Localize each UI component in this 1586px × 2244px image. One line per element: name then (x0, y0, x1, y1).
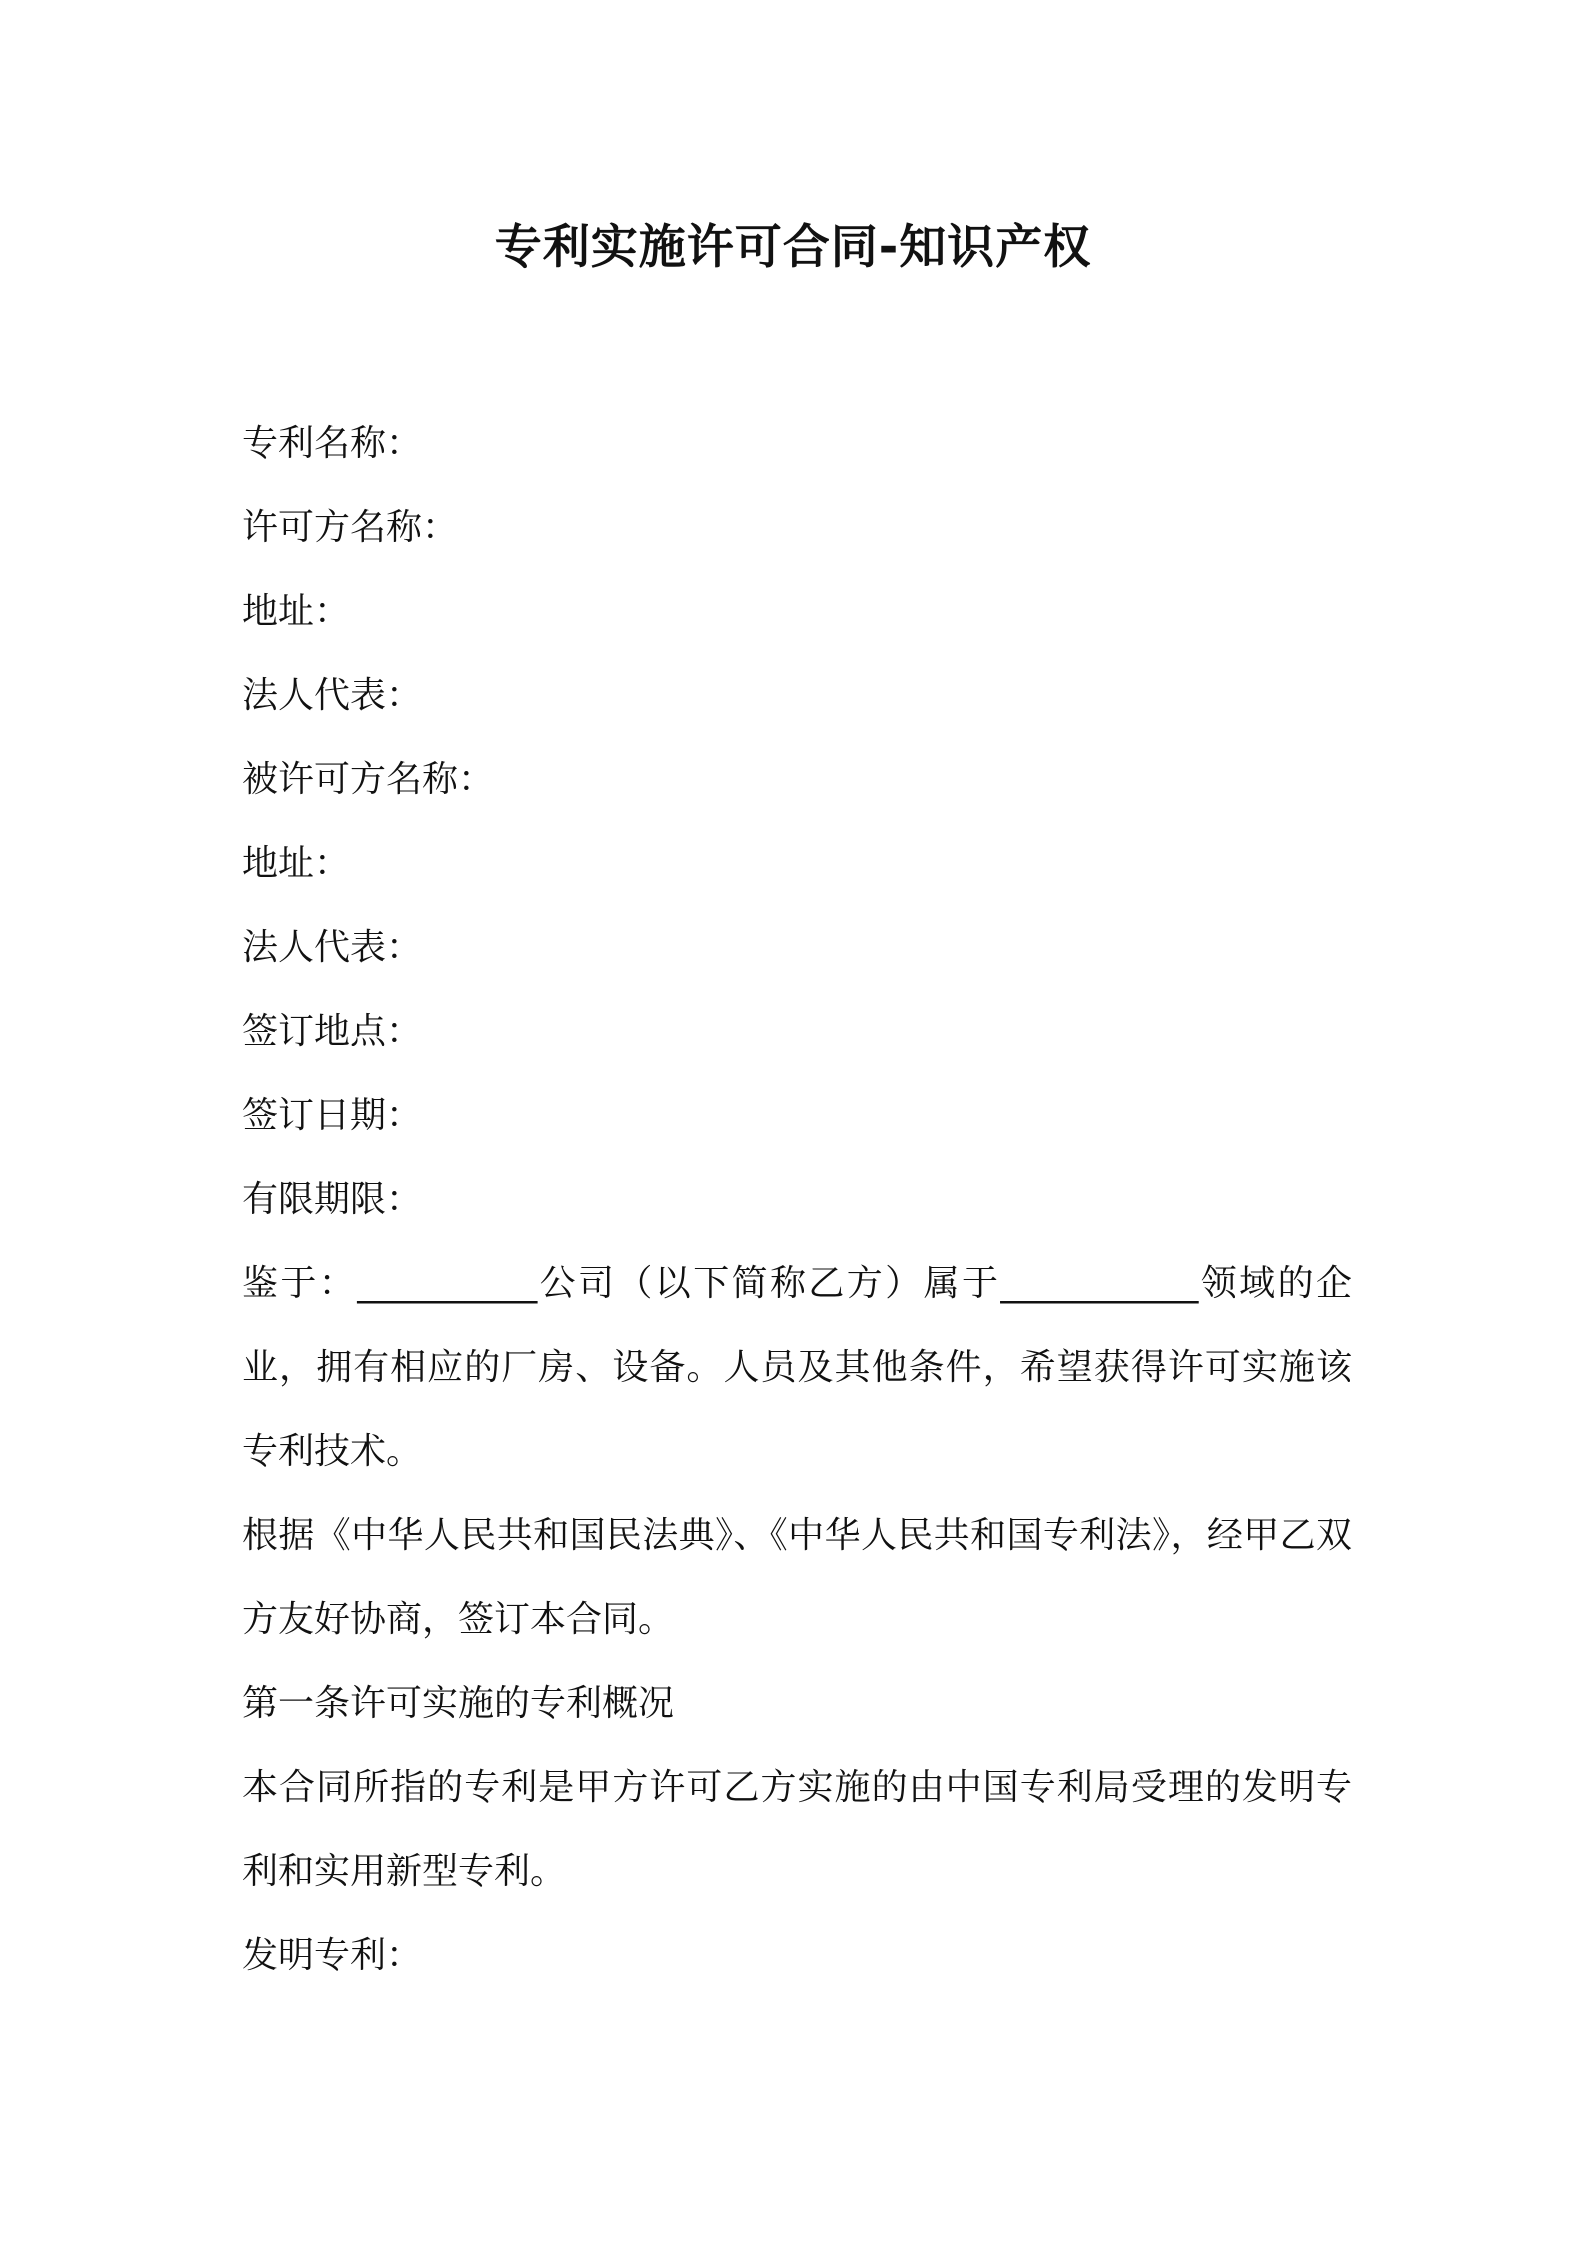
field-licensee-address: 地址： (242, 843, 351, 884)
article-1-heading: 第一条许可实施的专利概况 (242, 1683, 675, 1724)
recital-blank-field: ___________ (1000, 1263, 1199, 1304)
field-validity-period: 有限期限： (242, 1179, 423, 1220)
field-licensor-name: 许可方名称： (242, 507, 459, 548)
recital-blank-company: __________ (357, 1263, 538, 1304)
recital-rest: 领域的企业，拥有相应的厂房、设备。人员及其他条件，希望获得许可实施该专利技术。 (242, 1263, 1352, 1472)
document-title: 专利实施许可合同-知识产权 (494, 220, 1092, 275)
field-licensor-legal-rep: 法人代表： (242, 675, 423, 716)
field-signing-place: 签订地点： (242, 1011, 423, 1052)
recital-paragraph (242, 1242, 1352, 1494)
field-signing-date: 签订日期： (242, 1095, 423, 1136)
field-licensee-name: 被许可方名称： (242, 759, 495, 800)
recital-prefix: 鉴于： (242, 1263, 358, 1304)
basis-paragraph: 根据《中华人民共和国民法典》、《中华人民共和国专利法》，经甲乙双方友好协商，签订本合同。 (242, 1515, 1352, 1640)
article-1-body: 本合同所指的专利是甲方许可乙方实施的由中国专利局受理的发明专利和实用新型专利。 (242, 1767, 1352, 1892)
field-patent-name: 专利名称： (242, 423, 423, 464)
field-licensee-legal-rep: 法人代表： (242, 927, 423, 968)
document-body (242, 402, 1352, 1998)
invention-patent-label: 发明专利： (242, 1935, 423, 1976)
field-licensor-address: 地址： (242, 591, 351, 632)
recital-middle: 公司（以下简称乙方）属于 (537, 1263, 1001, 1304)
